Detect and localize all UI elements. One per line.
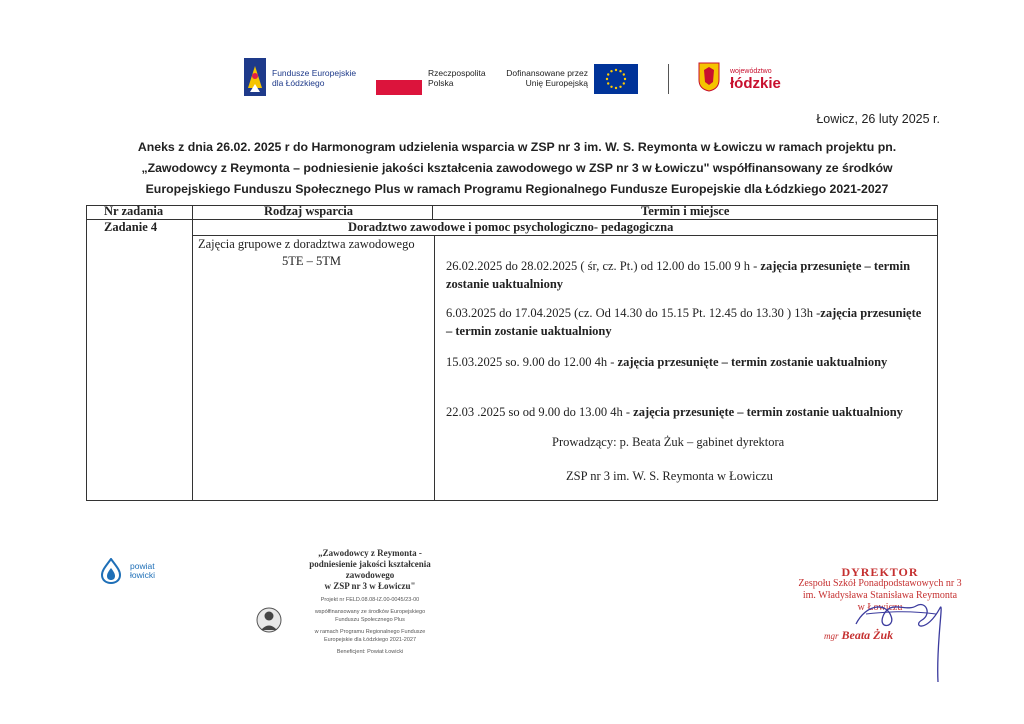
- polish-flag-icon: [376, 80, 422, 95]
- table-border: [86, 205, 87, 501]
- table-border: [86, 500, 938, 501]
- table-border: [434, 235, 435, 501]
- schedule-entry: 26.02.2025 do 28.02.2025 ( śr, cz. Pt.) od 12.00 do 15.00 9 h - zajęcia przesunięte – termin zostanie uaktualniony: [446, 259, 911, 291]
- fundusze-europejskie-icon: [244, 58, 266, 96]
- lodzkie-big-text: łódzkie: [730, 75, 781, 92]
- header-support-type: Rodzaj wsparcia: [264, 204, 354, 218]
- schedule-entry: 22.03 .2025 so od 9.00 do 13.00 4h - zajęcia przesunięte – termin zostanie uaktualniony: [446, 405, 903, 419]
- schedule-entry: 6.03.2025 do 17.04.2025 (cz. Od 14.30 do 15.15 Pt. 12.45 do 13.30 ) 13h -zajęcia przesunięte – termin zostanie uaktualniony: [446, 306, 922, 338]
- reymont-portrait-icon: [256, 605, 282, 635]
- fe-logo-text: Fundusze Europejskie dla Łódzkiego: [272, 68, 357, 88]
- pl-logo-text: Rzeczpospolita Polska: [428, 68, 486, 88]
- section-heading: Doradztwo zawodowe i pomoc psychologiczno- pedagogiczna: [348, 220, 674, 234]
- table-border: [86, 205, 938, 206]
- task-label: Zadanie 4: [104, 220, 158, 234]
- signature-icon: [846, 584, 966, 684]
- powiat-lowicki-icon: [100, 558, 122, 584]
- table-border: [937, 205, 938, 501]
- table-border: [432, 205, 433, 220]
- table-border: [192, 235, 938, 236]
- schedule-table: [86, 205, 938, 501]
- leader-info: Prowadzący: p. Beata Żuk – gabinet dyrektora: [552, 435, 785, 449]
- logo-separator: [668, 64, 669, 94]
- footer-project-info: „Zawodowcy z Reymonta - podniesienie jakości kształcenia zawodowego w ZSP nr 3 w Łowiczu" Projekt nr FELD.08.08-IZ.00-0045/23-00 współfinansowany ze środków Europejskiego Funduszu Społecznego Plus w ramach Programu Regionalnego Fundusze Europejskie dla Łódzkiego 2021-2027 Beneficjent: Powiat Łowicki: [309, 548, 431, 655]
- schedule-entry: 15.03.2025 so. 9.00 do 12.00 4h - zajęcia przesunięte – termin zostanie uaktualniony: [446, 355, 888, 369]
- lodzkie-small-text: województwo: [730, 68, 772, 75]
- director-stamp: DYREKTOR Zespołu Szkół Ponadpodstawowych nr 3 im. Władysława Stanisława Reymonta w Łowiczu: [798, 565, 962, 613]
- document-title: [100, 137, 934, 200]
- table-border: [192, 205, 193, 501]
- support-classes: 5TE – 5TM: [282, 254, 342, 268]
- support-description: Zajęcia grupowe z doradztwa zawodowego: [198, 237, 415, 251]
- place-info: ZSP nr 3 im. W. S. Reymonta w Łowiczu: [566, 469, 773, 483]
- lodzkie-crest-icon: [698, 62, 720, 92]
- document-date: Łowicz, 26 luty 2025 r.: [816, 112, 940, 126]
- director-name: mgr Beata Żuk: [824, 628, 894, 642]
- eu-logo-text: Dofinansowane przez Unię Europejską: [506, 68, 588, 88]
- title-line-1: Aneks z dnia 26.02. 2025 r do Harmonogram udzielenia wsparcia w ZSP nr 3 im. W. S. Reymonta w Łowiczu w ramach projektu pn.: [137, 140, 897, 154]
- title-line-3: Europejskiego Funduszu Społecznego Plus w ramach Programu Regionalnego Fundusze Europejskie dla Łódzkiego 2021-2027: [145, 182, 889, 196]
- title-line-2: „Zawodowcy z Reymonta – podniesienie jakości kształcenia zawodowego w ZSP nr 3 w Łowiczu" współfinansowany ze środków: [141, 161, 893, 175]
- powiat-text: powiat łowicki: [130, 561, 156, 580]
- eu-flag-icon: [594, 64, 638, 94]
- header-task-number: Nr zadania: [104, 204, 164, 218]
- header-logos: [244, 58, 804, 100]
- header-date-place: Termin i miejsce: [641, 204, 730, 218]
